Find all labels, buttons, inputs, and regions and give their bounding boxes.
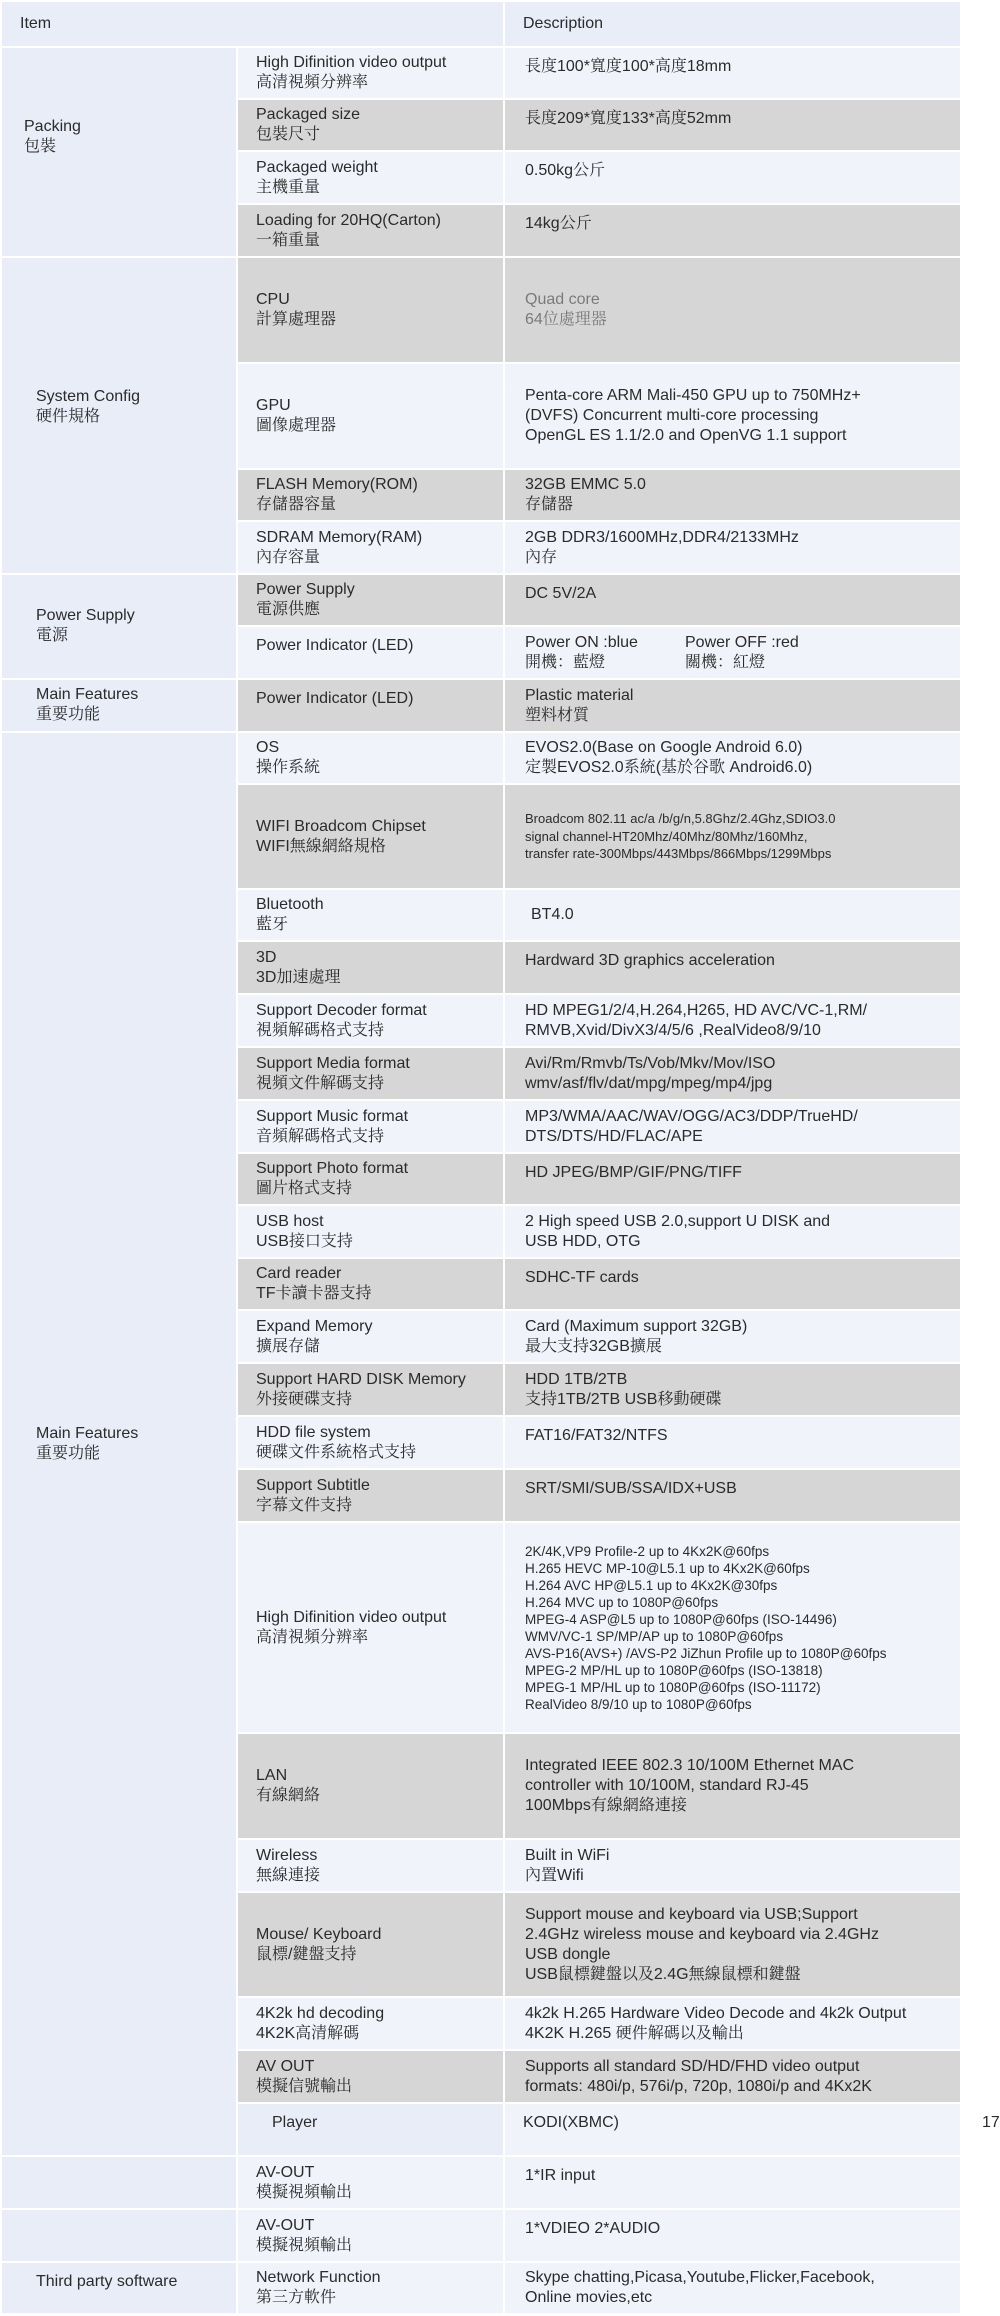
value-cell bbox=[504, 679, 961, 732]
param-text: USB接口支持 bbox=[256, 1232, 353, 1250]
table-row bbox=[1, 679, 961, 732]
param-text: 圖像處理器 bbox=[256, 417, 337, 434]
value-text: 2K/4K,VP9 Profile-2 up to 4Kx2K@60fps bbox=[525, 1543, 770, 1559]
group-player bbox=[237, 2103, 504, 2156]
group-empty bbox=[1, 2209, 237, 2262]
value-text: Plastic material bbox=[525, 686, 634, 704]
value-text: Built in WiFi bbox=[525, 1846, 610, 1864]
param-text: 外接硬碟支持 bbox=[256, 1390, 353, 1408]
value-text: 存儲器 bbox=[525, 496, 574, 513]
value-text: 2GB DDR3/1600MHz,DDR4/2133MHz bbox=[525, 528, 799, 546]
group-main-features bbox=[1, 679, 237, 732]
value-cell bbox=[504, 2262, 961, 2314]
param-text: 模擬信號輸出 bbox=[256, 2077, 353, 2095]
value-text: Online movies,etc bbox=[525, 2289, 653, 2306]
value-cell bbox=[504, 1733, 961, 1839]
param-text: 藍牙 bbox=[256, 916, 289, 933]
param-text: 4K2K高清解碼 bbox=[256, 2024, 360, 2042]
group-power-supply bbox=[1, 574, 237, 679]
value-cell bbox=[504, 521, 961, 574]
param-text: 3D bbox=[256, 948, 277, 966]
param-text: Support HARD DISK Memory bbox=[256, 1370, 466, 1388]
value-text: MPEG-2 MP/HL up to 1080P@60fps (ISO-13818) bbox=[525, 1662, 823, 1678]
value-cell bbox=[504, 994, 961, 1047]
param-text: 操作系統 bbox=[256, 759, 321, 776]
value-text: 14kg公斤 bbox=[525, 215, 592, 232]
param-cell bbox=[237, 574, 504, 626]
param-text: Support Decoder format bbox=[256, 1001, 427, 1019]
value-text: signal channel-HT20Mhz/40Mhz/80Mhz/160Mhz, bbox=[525, 828, 808, 844]
value-cell bbox=[504, 363, 961, 469]
value-text: 100Mbps有線網絡連接 bbox=[525, 1797, 687, 1814]
group-label-cn: 重要功能 bbox=[36, 705, 101, 723]
value-text: 2 High speed USB 2.0,support U DISK and bbox=[525, 1212, 831, 1230]
value-cell bbox=[504, 1469, 961, 1522]
param-text: HDD file system bbox=[256, 1423, 371, 1441]
group-empty bbox=[1, 2156, 237, 2209]
value-text: formats: 480i/p, 576i/p, 720p, 1080i/p and 4Kx2K bbox=[525, 2077, 872, 2095]
value-cell bbox=[504, 1892, 961, 1997]
value-cell bbox=[504, 1258, 961, 1310]
param-cell bbox=[237, 1469, 504, 1522]
value-text: MPEG-4 ASP@L5 up to 1080P@60fps (ISO-14496) bbox=[525, 1611, 837, 1627]
param-text: Loading for 20HQ(Carton) bbox=[256, 211, 441, 229]
group-packing bbox=[1, 47, 237, 257]
value-text: 關機：紅燈 bbox=[685, 653, 766, 671]
param-cell bbox=[237, 994, 504, 1047]
value-cell bbox=[504, 1153, 961, 1205]
value-text: HD JPEG/BMP/GIF/PNG/TIFF bbox=[525, 1164, 742, 1181]
value-text: EVOS2.0(Base on Google Android 6.0) bbox=[525, 739, 803, 756]
value-text: 最大支持32GB擴展 bbox=[525, 1337, 662, 1355]
param-cell bbox=[237, 1258, 504, 1310]
header-description: Description bbox=[504, 1, 961, 47]
param-cell bbox=[237, 679, 504, 732]
group-label-cn: 電源 bbox=[36, 626, 69, 644]
param-text: Support Subtitle bbox=[256, 1476, 370, 1494]
param-text: USB host bbox=[256, 1212, 324, 1230]
value-text: FAT16/FAT32/NTFS bbox=[525, 1427, 668, 1444]
param-text: SDRAM Memory(RAM) bbox=[256, 528, 423, 546]
param-cell bbox=[237, 1733, 504, 1839]
param-text: 計算處理器 bbox=[256, 311, 337, 328]
value-text: HDD 1TB/2TB bbox=[525, 1370, 628, 1388]
value-cell bbox=[504, 1047, 961, 1100]
value-text: 長度209*寬度133*高度52mm bbox=[525, 110, 732, 127]
param-text: 第三方軟件 bbox=[256, 2289, 337, 2306]
param-cell bbox=[237, 1205, 504, 1258]
param-cell bbox=[237, 204, 504, 257]
param-text: WIFI無線網絡規格 bbox=[256, 837, 386, 855]
value-text: Broadcom 802.11 ac/a /b/g/n,5.8Ghz/2.4Ghz,SDIO3.0 bbox=[525, 811, 836, 827]
value-text: AVS-P16(AVS+) /AVS-P2 JiZhun Profile up to 1080P@60fps bbox=[525, 1645, 887, 1661]
param-cell bbox=[237, 521, 504, 574]
value-text: RealVideo 8/9/10 up to 1080P@60fps bbox=[525, 1696, 752, 1712]
value-cell bbox=[504, 469, 961, 521]
param-text: 擴展存儲 bbox=[256, 1337, 321, 1355]
param-cell bbox=[504, 2103, 961, 2156]
param-text: KODI(XBMC) bbox=[523, 2114, 619, 2131]
param-text: GPU bbox=[256, 397, 291, 414]
value-text: USB dongle bbox=[525, 1945, 611, 1963]
value-cell bbox=[504, 784, 961, 889]
value-text: transfer rate-300Mbps/443Mbps/866Mbps/1299Mbps bbox=[525, 846, 832, 862]
param-text: AV OUT bbox=[256, 2057, 315, 2075]
param-cell bbox=[237, 151, 504, 204]
value-cell bbox=[504, 1363, 961, 1416]
param-text: 存儲器容量 bbox=[256, 496, 337, 513]
param-cell bbox=[237, 2262, 504, 2314]
group-label-en: Player bbox=[272, 2114, 318, 2131]
value-cell bbox=[504, 1205, 961, 1258]
group-label-en: Power Supply bbox=[36, 606, 135, 624]
param-text: Support Music format bbox=[256, 1107, 409, 1125]
param-text: 視頻文件解碼支持 bbox=[256, 1074, 385, 1092]
group-label-en: Third party software bbox=[36, 2273, 178, 2290]
value-text: WMV/VC-1 SP/MP/AP up to 1080P@60fps bbox=[525, 1628, 784, 1644]
value-cell bbox=[504, 1310, 961, 1363]
value-text: 2.4GHz wireless mouse and keyboard via 2.4GHz bbox=[525, 1925, 879, 1943]
value-text: USB HDD, OTG bbox=[525, 1232, 641, 1250]
param-text: FLASH Memory(ROM) bbox=[256, 476, 418, 493]
param-text: AV-OUT bbox=[256, 2163, 315, 2181]
group-label-cn: 重要功能 bbox=[36, 1445, 101, 1462]
value-text: 內置Wifi bbox=[525, 1866, 584, 1884]
value-text: 定製EVOS2.0系統(基於谷歌 Android6.0) bbox=[525, 759, 813, 776]
value-cell bbox=[504, 1839, 961, 1892]
param-text: 高清視頻分辨率 bbox=[256, 74, 369, 91]
param-text: 模擬視頻輸出 bbox=[256, 2236, 353, 2254]
param-cell bbox=[237, 2209, 504, 2262]
table-row bbox=[1, 2209, 961, 2262]
param-text: 字幕文件支持 bbox=[256, 1496, 353, 1514]
value-text: 4k2k H.265 Hardware Video Decode and 4k2k Output bbox=[525, 2004, 907, 2022]
value-cell bbox=[504, 941, 961, 994]
value-text: Card (Maximum support 32GB) bbox=[525, 1317, 748, 1335]
table-row bbox=[1, 47, 961, 99]
value-text: Avi/Rm/Rmvb/Ts/Vob/Mkv/Mov/ISO bbox=[525, 1054, 776, 1072]
value-cell bbox=[504, 626, 961, 679]
param-text: Power Indicator (LED) bbox=[256, 637, 414, 654]
param-text: Card reader bbox=[256, 1265, 342, 1282]
value-cell bbox=[504, 1100, 961, 1153]
param-cell bbox=[237, 99, 504, 151]
param-text: 鼠標/鍵盤支持 bbox=[256, 1945, 357, 1963]
param-text: AV-OUT bbox=[256, 2216, 315, 2234]
value-text: Power ON :blue bbox=[525, 633, 638, 651]
param-text: High Difinition video output bbox=[256, 54, 447, 71]
param-cell bbox=[237, 1892, 504, 1997]
param-cell bbox=[237, 47, 504, 99]
value-text: wmv/asf/flv/dat/mpg/mpeg/mp4/jpg bbox=[525, 1074, 773, 1092]
param-text: 內存容量 bbox=[256, 548, 321, 566]
value-cell bbox=[504, 99, 961, 151]
param-text: Network Function bbox=[256, 2269, 381, 2286]
header-item: Item bbox=[1, 1, 504, 47]
param-text: WIFI Broadcom Chipset bbox=[256, 817, 426, 835]
param-text: 高清視頻分辨率 bbox=[256, 1628, 369, 1646]
value-text: H.264 MVC up to 1080P@60fps bbox=[525, 1594, 719, 1610]
value-text: Quad core bbox=[525, 291, 600, 308]
param-text: 一箱重量 bbox=[256, 231, 321, 249]
value-text: Skype chatting,Picasa,Youtube,Flicker,Facebook, bbox=[525, 2269, 875, 2286]
param-text: 電源供應 bbox=[256, 601, 321, 618]
param-cell bbox=[237, 1100, 504, 1153]
value-text: 64位處理器 bbox=[525, 311, 607, 328]
param-text: Wireless bbox=[256, 1846, 318, 1864]
param-cell bbox=[237, 1839, 504, 1892]
param-text: Mouse/ Keyboard bbox=[256, 1925, 382, 1943]
value-text: H.264 AVC HP@L5.1 up to 4Kx2K@30fps bbox=[525, 1577, 778, 1593]
group-label-en: System Config bbox=[36, 387, 141, 405]
value-text: SDHC-TF cards bbox=[525, 1269, 639, 1286]
param-cell bbox=[237, 1363, 504, 1416]
group-label-cn: 包裝 bbox=[24, 138, 57, 155]
value-cell bbox=[504, 2209, 961, 2262]
value-text: MPEG-1 MP/HL up to 1080P@60fps (ISO-11172) bbox=[525, 1679, 821, 1695]
value-cell bbox=[504, 47, 961, 99]
table-row bbox=[1, 732, 961, 784]
param-cell bbox=[237, 1310, 504, 1363]
table-row bbox=[1, 257, 961, 363]
value-text: (DVFS) Concurrent multi-core processing bbox=[525, 407, 819, 424]
value-cell bbox=[504, 2156, 961, 2209]
value-text: SRT/SMI/SUB/SSA/IDX+USB bbox=[525, 1480, 737, 1497]
param-text: 無線連接 bbox=[256, 1866, 321, 1884]
group-system-config bbox=[1, 257, 237, 574]
value-cell bbox=[504, 889, 961, 941]
value-text: Penta-core ARM Mali-450 GPU up to 750MHz+ bbox=[525, 387, 861, 404]
value-text: Support mouse and keyboard via USB;Support bbox=[525, 1905, 858, 1923]
value-text: Power OFF :red bbox=[685, 633, 799, 651]
table-row bbox=[1, 574, 961, 626]
param-cell bbox=[237, 626, 504, 679]
table-row: Player KODI(XBMC) 17 bbox=[1, 2103, 961, 2156]
param-text: 音頻解碼格式支持 bbox=[256, 1127, 385, 1145]
param-text: High Difinition video output bbox=[256, 1608, 447, 1626]
value-text: 32GB EMMC 5.0 bbox=[525, 476, 646, 493]
value-text: 開機：藍燈 bbox=[525, 653, 606, 671]
param-text: 主機重量 bbox=[256, 178, 321, 196]
group-main-features-2 bbox=[1, 732, 237, 2156]
param-text: 硬碟文件系統格式支持 bbox=[256, 1443, 417, 1461]
value-text: HD MPEG1/2/4,H.264,H265, HD AVC/VC-1,RM/ bbox=[525, 1001, 868, 1019]
param-text: CPU bbox=[256, 291, 290, 308]
table-row bbox=[1, 2156, 961, 2209]
param-text: 圖片格式支持 bbox=[256, 1180, 353, 1197]
value-cell bbox=[504, 1522, 961, 1733]
param-cell bbox=[237, 1153, 504, 1205]
value-cell bbox=[504, 574, 961, 626]
value-text: 塑料材質 bbox=[525, 706, 590, 724]
value-cell bbox=[504, 1416, 961, 1469]
group-label-en: Main Features bbox=[36, 1425, 139, 1442]
value-text: MP3/WMA/AAC/WAV/OGG/AC3/DDP/TrueHD/ bbox=[525, 1107, 858, 1125]
param-cell bbox=[237, 2156, 504, 2209]
param-text: 有線網絡 bbox=[256, 1787, 321, 1804]
param-cell bbox=[237, 1047, 504, 1100]
param-cell bbox=[237, 469, 504, 521]
param-cell bbox=[237, 941, 504, 994]
value-text: RMVB,Xvid/DivX3/4/5/6 ,RealVideo8/9/10 bbox=[525, 1021, 821, 1039]
param-text: 模擬視頻輸出 bbox=[256, 2183, 353, 2201]
param-cell bbox=[237, 257, 504, 363]
value-cell bbox=[504, 1997, 961, 2050]
group-label-en: Main Features bbox=[36, 685, 139, 703]
param-text: Power Supply bbox=[256, 581, 355, 598]
value-cell bbox=[504, 732, 961, 784]
value-text: H.265 HEVC MP-10@L5.1 up to 4Kx2K@60fps bbox=[525, 1560, 810, 1576]
value-cell bbox=[504, 204, 961, 257]
value-text: 支持1TB/2TB USB移動硬碟 bbox=[525, 1390, 722, 1408]
param-cell bbox=[237, 2050, 504, 2103]
value-text: 4K2K H.265 硬件解碼以及輸出 bbox=[525, 2024, 744, 2042]
param-text: 3D加速處理 bbox=[256, 968, 341, 986]
param-text: TF卡讀卡器支持 bbox=[256, 1285, 372, 1302]
param-cell bbox=[237, 1522, 504, 1733]
table-row bbox=[1, 2262, 961, 2314]
param-text: 4K2k hd decoding bbox=[256, 2004, 385, 2022]
value-text: DC 5V/2A bbox=[525, 585, 597, 602]
value-text: 1*IR input bbox=[525, 2167, 596, 2184]
param-cell bbox=[237, 784, 504, 889]
param-text: 包裝尺寸 bbox=[256, 126, 321, 143]
param-text: Packaged size bbox=[256, 106, 361, 123]
value-text: 長度100*寬度100*高度18mm bbox=[525, 58, 732, 75]
param-text: Bluetooth bbox=[256, 896, 324, 913]
value-cell bbox=[504, 151, 961, 204]
param-cell bbox=[237, 1416, 504, 1469]
value-text: USB鼠標鍵盤以及2.4G無線鼠標和鍵盤 bbox=[525, 1965, 801, 1983]
value-text: Integrated IEEE 802.3 10/100M Ethernet MAC bbox=[525, 1757, 855, 1774]
group-label-cn: 硬件規格 bbox=[36, 407, 101, 425]
table-header bbox=[1, 1, 961, 47]
value-text: DTS/DTS/HD/FLAC/APE bbox=[525, 1127, 703, 1145]
value-text: 1*VDIEO 2*AUDIO bbox=[525, 2220, 661, 2237]
param-text: Power Indicator (LED) bbox=[256, 690, 414, 707]
value-text: 0.50kg公斤 bbox=[525, 162, 606, 179]
param-cell bbox=[237, 889, 504, 941]
value-text: Supports all standard SD/HD/FHD video output bbox=[525, 2057, 860, 2075]
param-text: 視頻解碼格式支持 bbox=[256, 1021, 385, 1039]
param-text: OS bbox=[256, 739, 280, 756]
value-text: BT4.0 bbox=[531, 906, 574, 923]
value-text: Hardward 3D graphics acceleration bbox=[525, 952, 775, 969]
value-text: 內存 bbox=[525, 548, 558, 566]
param-text: Support Photo format bbox=[256, 1160, 409, 1177]
value-text: OpenGL ES 1.1/2.0 and OpenVG 1.1 support bbox=[525, 427, 847, 444]
param-text: Packaged weight bbox=[256, 158, 378, 176]
param-cell bbox=[237, 363, 504, 469]
param-text: LAN bbox=[256, 1767, 288, 1784]
value-cell bbox=[504, 2050, 961, 2103]
value-text: controller with 10/100M, standard RJ-45 bbox=[525, 1777, 809, 1794]
param-cell bbox=[237, 732, 504, 784]
value-cell bbox=[504, 257, 961, 363]
param-text: Support Media format bbox=[256, 1054, 410, 1072]
group-third-party-software bbox=[1, 2262, 237, 2314]
param-text: Expand Memory bbox=[256, 1317, 373, 1335]
param-cell bbox=[237, 1997, 504, 2050]
group-label-en: Packing bbox=[24, 118, 81, 135]
